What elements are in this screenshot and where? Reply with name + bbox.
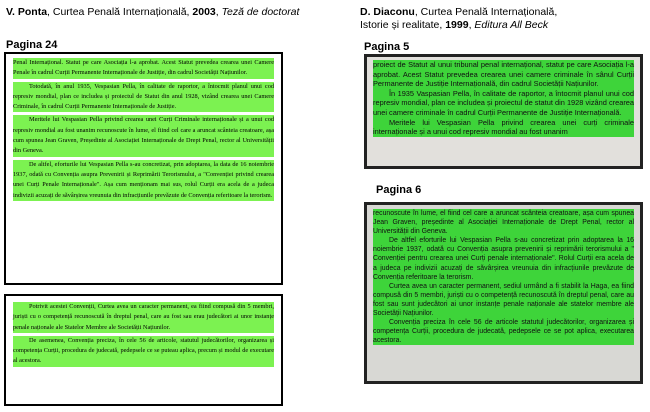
left-paragraph-4: De altfel, eforturile lui Vespasian Pella s-au concretizat, prin adoptarea, la data de 16 noiembrie 1937, odată cu Convenția asupra Prevenirii și Reprimării Terorismului, a "Convenției privind crearea unei Curți Penale Internaționale". Așa cum menționam mai sus, rolul Curții era acela de a judeca indivizii acuzați de săvârșirea vreunuia din infracțiunile prevăzute de Convenția referitoare la terorism. bbox=[13, 160, 274, 201]
right-p6-paragraph-2: De altfel eforturile lui Vespasian Pella s-au concretizat prin adoptarea la 16 noiembrie 1937, odată cu Convenția asupra prevenirii și reprimării terorismului a " Convenției pentru crearea unei Curți penale internaționale". Rolul Curții era acela de a judeca pe indivizii acuzați de săvârșirea vreunuia din infracțiunile prevăzute de Convenția referitoare la terorism. bbox=[373, 237, 634, 281]
left-book-title: , Curtea Penală Internațională, bbox=[47, 6, 193, 18]
left-author: V. Ponta bbox=[6, 6, 48, 18]
left-source-header bbox=[6, 6, 299, 19]
right-page-5-text bbox=[367, 57, 640, 137]
right-page-6-label: Pagina 6 bbox=[376, 184, 422, 196]
right-p6-paragraph-1: recunoscute în lume, el fiind cel care a aruncat scânteia creatoare, așa cum spunea Jean Graven, președinte al Asociației Internaționale de Drept Penal, rector al Universității din Geneva. bbox=[373, 210, 634, 236]
right-separator: , bbox=[468, 19, 475, 31]
right-p5-paragraph-3: Meritele lui Vespasian Pella privind crearea unei curți criminale internaționale și a unui cod represiv mondial au fost unanim bbox=[373, 117, 634, 137]
right-author: D. Diaconu bbox=[360, 6, 415, 18]
left-separator: , bbox=[215, 6, 222, 18]
left-year: 2003 bbox=[192, 6, 216, 18]
left-paragraph-3: Meritele lui Vespasian Pella privind crearea unei Curți Criminale internaționale și a unui cod represiv mondial au fost unanim recunoscute în lume, el fiind cel care a aruncat scânteia creatoare, așa cum spunea Jean Graven, Președinte al Asociației Internaționale de Drept Penal, rector al Universității din Geneva. bbox=[13, 115, 274, 156]
right-page-6-text bbox=[367, 205, 640, 345]
left-page-label: Pagina 24 bbox=[6, 39, 58, 51]
left-page-24-excerpt bbox=[4, 52, 283, 285]
right-p5-paragraph-1: proiect de Statut al unui tribunal penal internațional, statut pe care Asociația l-a aprobat. Acest Statut prevedea crearea unei camere criminale în sânul Curții Permanente de Justiție Internațională, din cadrul Societății Națiunilor. bbox=[373, 60, 634, 89]
left-page-24-continuation bbox=[4, 294, 283, 406]
left-doc-type: Teză de doctorat bbox=[221, 6, 300, 18]
left-page-24-text bbox=[6, 54, 281, 201]
left-paragraph-5: Potrivit acestei Convenții, Curtea avea un caracter permanent, ea fiind compusă din 5 membri, juriști cu o competență recunoscută în dreptul penal, care au fost sau erau judecători ai unor instanțe penale naționale ale Statelor Membre ale Societății Națiunilor. bbox=[13, 302, 274, 333]
right-source-header bbox=[360, 6, 557, 32]
left-continuation-text bbox=[6, 296, 281, 367]
right-page-5-scan bbox=[364, 54, 643, 169]
right-p5-paragraph-2: În 1935 Vaspasian Pella, în calitate de raportor, a întocmit planul unui cod represiv mondial, plan ce includea și proiectul de statut din 1928 vizând crearea unei camere criminale în cadrul Curții Permanente de Justiție Internațională. bbox=[373, 88, 634, 117]
left-paragraph-1: Penal Internațional. Statut pe care Asociația l-a aprobat. Acest Statut prevedea crearea unei Camere Penale în cadrul Curții Permanente Internaționale de Justiție, din cadrul Societății Națiunilor. bbox=[13, 58, 274, 79]
right-book-subtitle: Istorie și realitate, bbox=[360, 19, 446, 31]
right-book-title: , Curtea Penală Internațională, bbox=[414, 6, 558, 18]
right-p6-paragraph-3: Curtea avea un caracter permanent, sediul urmând a fi stabilit la Haga, ea fiind compusă din 5 membri, juriști cu o competență recunoscută în dreptul penal, care au fost sau sunt judecători ai unor instanțe penale naționale ale statelor membre ale Societății Națiunilor. bbox=[373, 282, 634, 318]
right-page-5-label: Pagina 5 bbox=[364, 41, 410, 53]
right-publisher: Editura All Beck bbox=[474, 19, 549, 31]
left-paragraph-2: Totodată, în anul 1935, Vespasian Pella, în calitate de raportor, a întocmit planul unui cod represiv mondial, plan ce includea și proiectul de Statut din anul 1928, vizând crearea unei Camere Criminale, în cadrul Curții Permanente Internaționale de Justiție. bbox=[13, 82, 274, 113]
right-year: 1999 bbox=[445, 19, 469, 31]
right-p6-paragraph-4: Convenția preciza în cele 56 de articole statutul judecătorilor, organizarea și competența Curții, procedura de judecată, pedepsele ce se pot aplica, executarea acestora. bbox=[373, 319, 634, 345]
right-page-6-scan bbox=[364, 202, 643, 384]
left-paragraph-6: De asemenea, Convenția preciza, în cele 56 de articole, statutul judecătorilor, organizarea și competența Curții, procedura de judecată, pedepsele ce se puteau aplica, precum și modul de executare al acestora. bbox=[13, 336, 274, 367]
